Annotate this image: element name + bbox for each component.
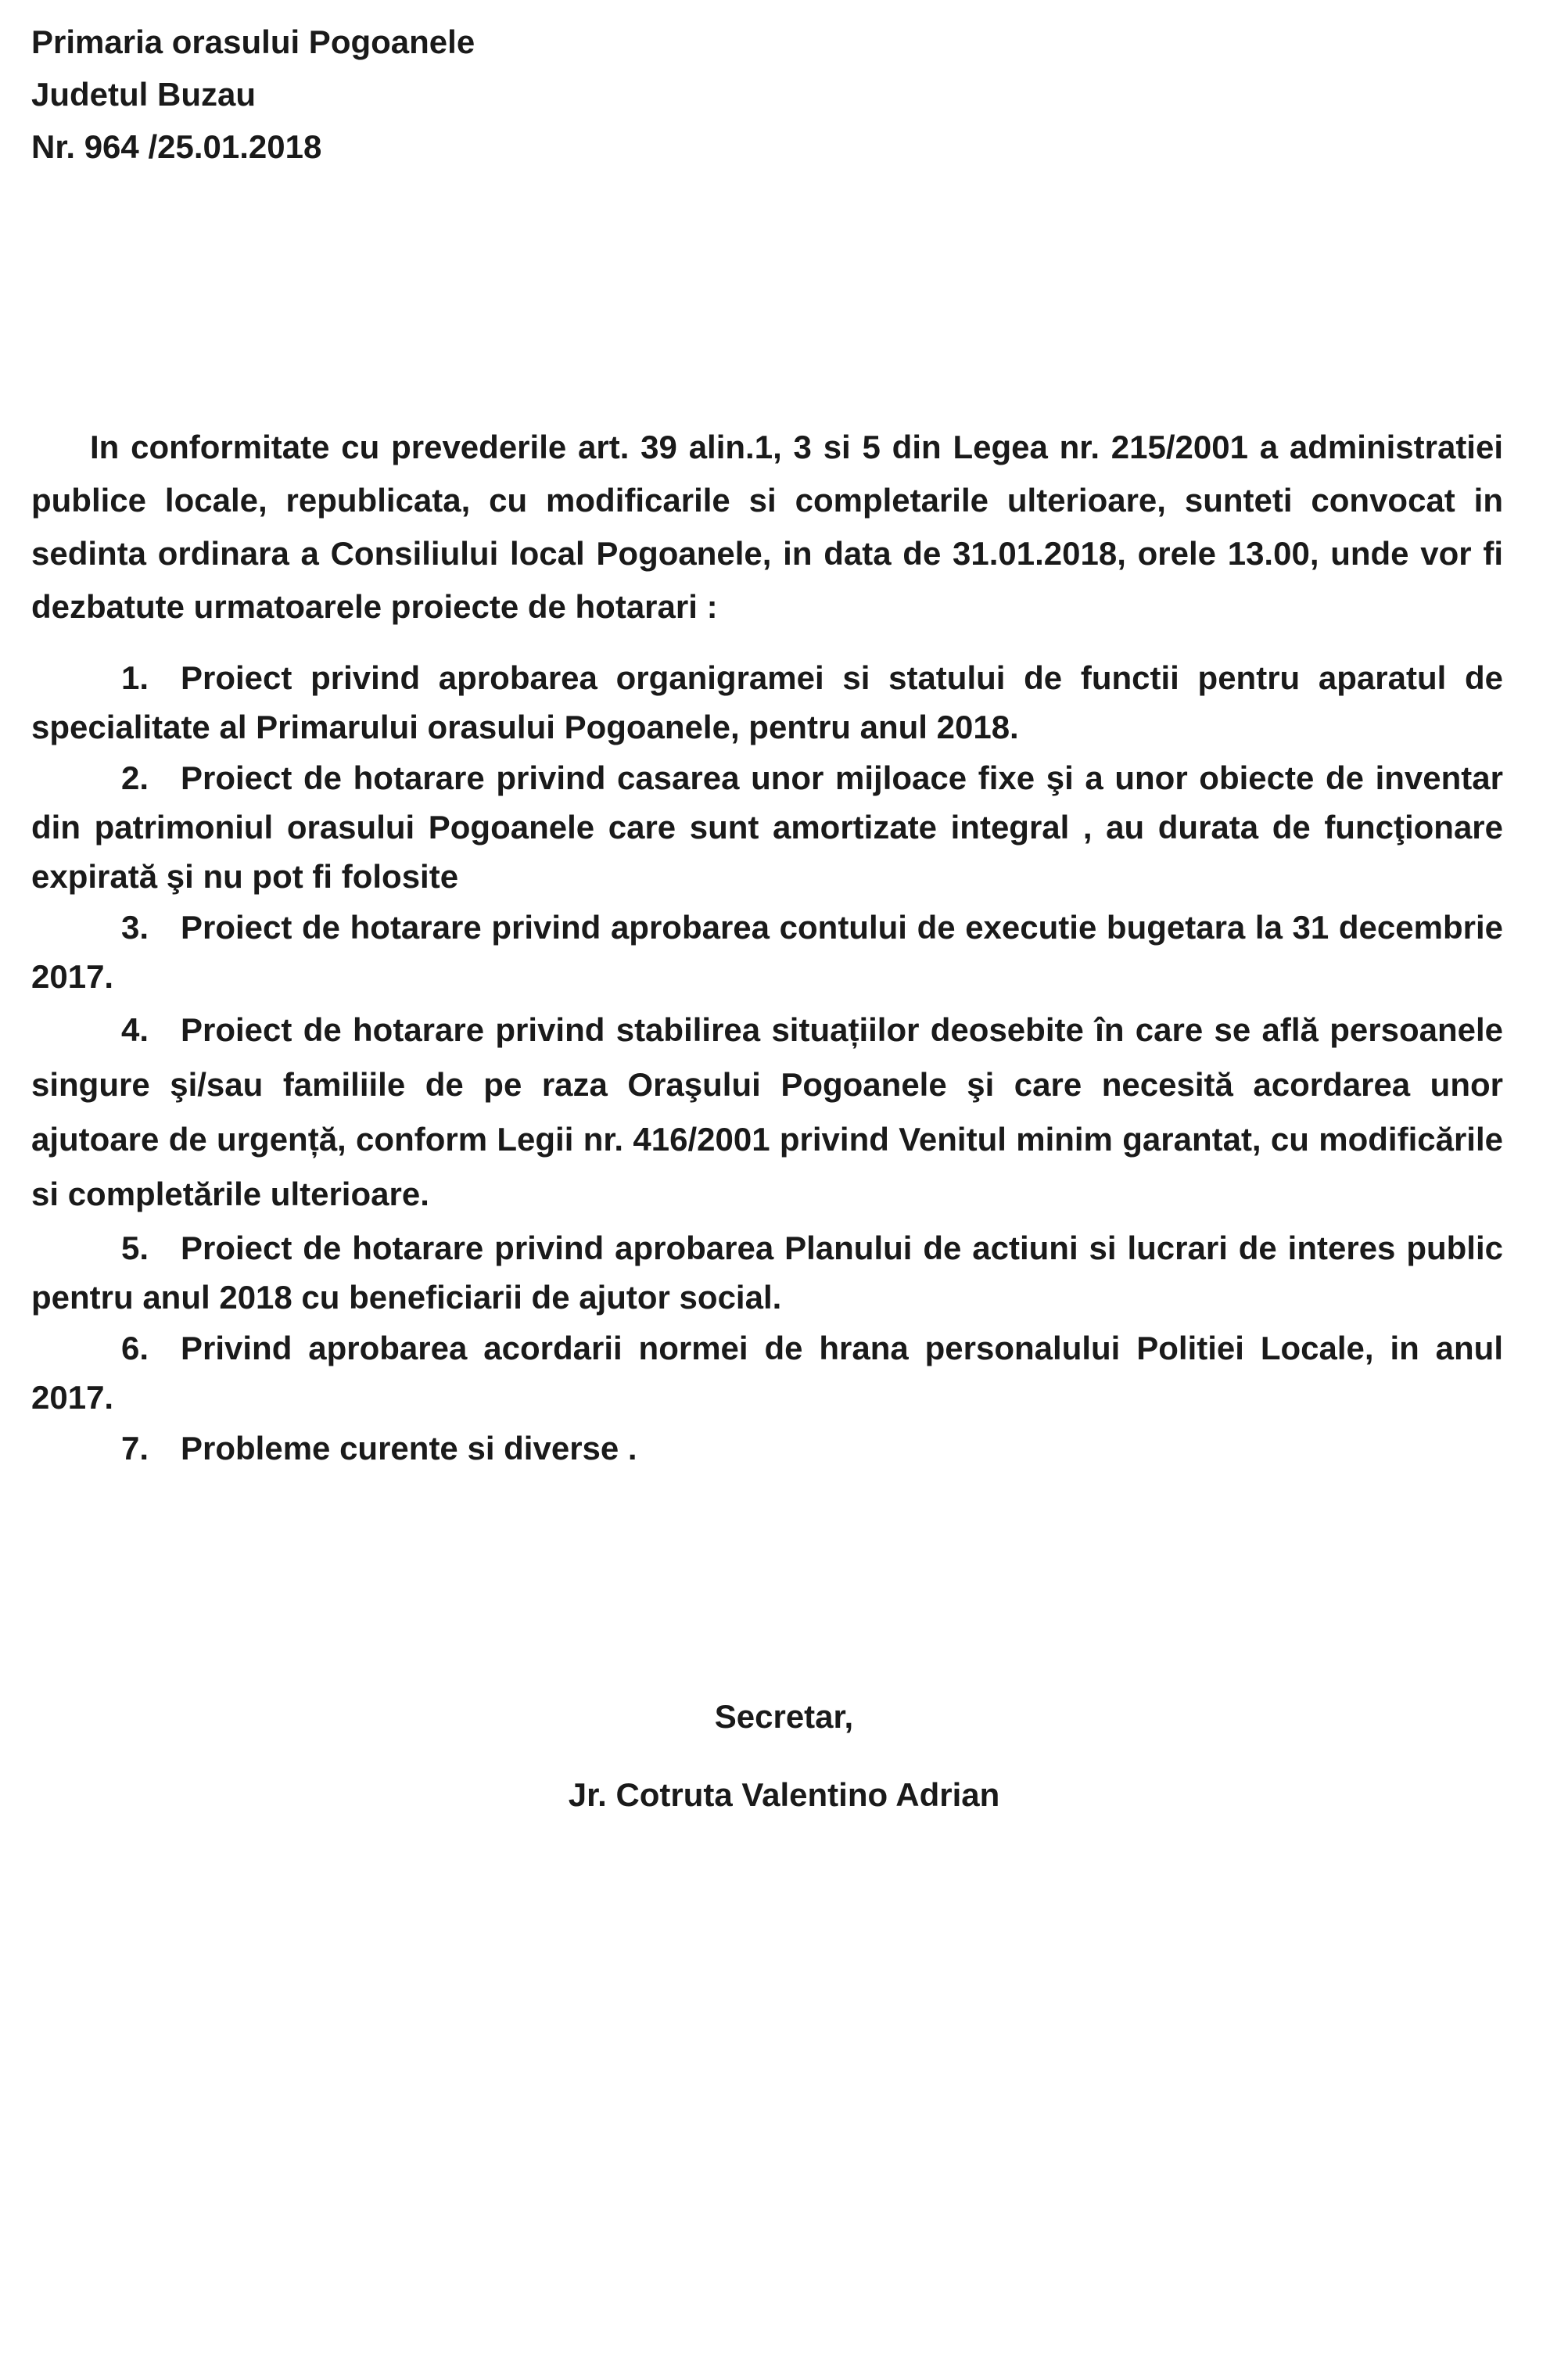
agenda-item-text: Probleme curente si diverse . [181, 1430, 637, 1467]
agenda-item-text: Proiect de hotarare privind aprobarea contului de executie bugetara la 31 decembrie 2017. [31, 909, 1503, 995]
signatory-role: Secretar, [714, 1698, 854, 1735]
agenda-item-6 [31, 1323, 1503, 1422]
agenda-item-1 [31, 653, 1503, 752]
agenda-item-text: Proiect de hotarare privind casarea unor mijloace fixe şi a unor obiecte de inventar din patrimoniul orasului Pogoanele care sunt amortizate integral , au durata de funcţionare expirată şi nu pot fi folosite [31, 759, 1503, 895]
agenda-item-number: 1. [121, 659, 149, 696]
intro-paragraph: In conformitate cu prevederile art. 39 alin.1, 3 si 5 din Legea nr. 215/2001 a administratiei publice locale, republicata, cu modificarile si completarile ulterioare, sunteti convocat in sedinta ordinara a Consiliului local Pogoanele, in data de 31.01.2018, orele 13.00, unde vor fi dezbatute urmatoarele proiecte de hotarari : [31, 429, 1503, 625]
agenda-item-number: 2. [121, 759, 149, 796]
agenda-item-number: 7. [121, 1430, 149, 1467]
agenda-item-number: 5. [121, 1230, 149, 1266]
agenda-item-3 [31, 903, 1503, 1001]
agenda-item-number: 3. [121, 909, 149, 946]
agenda-item-text: Proiect de hotarare privind aprobarea Planului de actiuni si lucrari de interes public pentru anul 2018 cu beneficiarii de ajutor social. [31, 1230, 1503, 1316]
agenda-item-5 [31, 1223, 1503, 1322]
agenda-item-number: 6. [121, 1330, 149, 1366]
agenda-list [31, 653, 1503, 1474]
agenda-item-2 [31, 753, 1503, 901]
agenda-item-4 [31, 1003, 1503, 1222]
signatory-name: Jr. Cotruta Valentino Adrian [568, 1776, 1000, 1813]
document-number: Nr. 964 /25.01.2018 [31, 128, 322, 165]
agenda-item-7 [31, 1424, 1503, 1473]
agenda-item-text: Proiect de hotarare privind stabilirea situațiilor deosebite în care se află persoanele singure şi/sau familiile de pe raza Oraşului Pogoanele şi care necesită acordarea unor ajutoare de urgență, conform Legii nr. 416/2001 privind Venitul minim garantat, cu modificările si completările ulterioare. [31, 1011, 1503, 1212]
document-header [31, 16, 475, 173]
agenda-item-text: Privind aprobarea acordarii normei de hrana personalului Politiei Locale, in anul 2017. [31, 1330, 1503, 1416]
agenda-item-number: 4. [121, 1011, 149, 1048]
county-name: Judetul Buzau [31, 76, 257, 113]
institution-name: Primaria orasului Pogoanele [31, 23, 475, 60]
signature-block [0, 1678, 1568, 1834]
agenda-item-text: Proiect privind aprobarea organigramei si statului de functii pentru aparatul de specialitate al Primarului orasului Pogoanele, pentru anul 2018. [31, 659, 1503, 745]
